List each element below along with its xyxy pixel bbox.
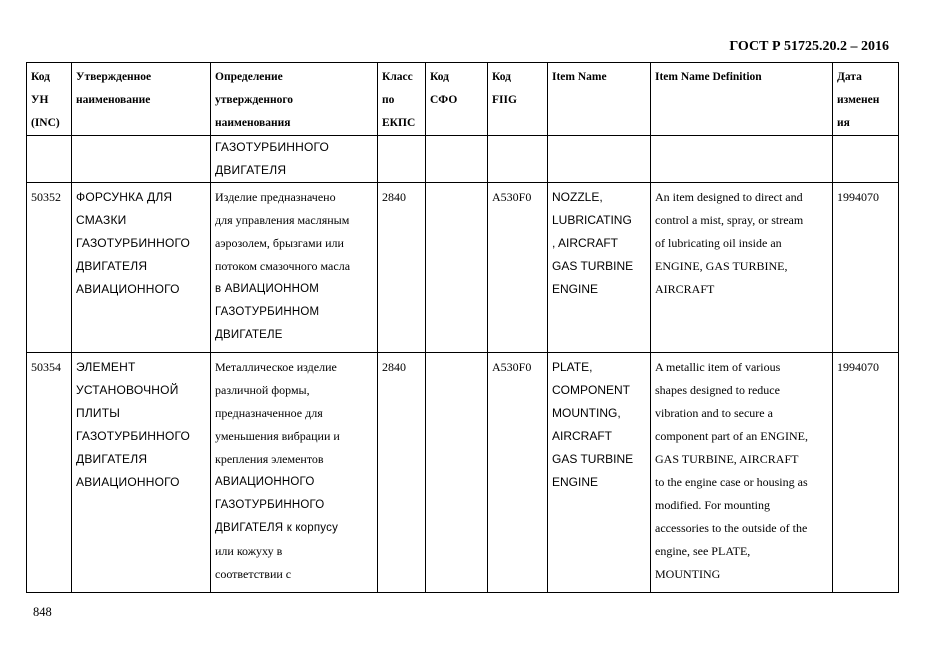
header-line: утвержденного xyxy=(215,94,294,106)
text-line: shapes designed to reduce xyxy=(655,383,780,397)
cell-date: 1994070 xyxy=(833,183,899,353)
text-line: PLATE, xyxy=(552,360,593,374)
text-line: потоком смазочного масла xyxy=(215,259,351,273)
text-line: АВИАЦИОННОГО xyxy=(215,476,315,488)
header-line: Класс xyxy=(382,71,413,83)
cell-name xyxy=(72,183,211,353)
header-line: (INC) xyxy=(31,117,60,129)
text-line: , AIRCRAFT xyxy=(552,236,619,250)
cell-definition xyxy=(211,183,378,353)
cell-date xyxy=(833,136,899,183)
text-line: An item designed to direct and xyxy=(655,190,803,204)
text-line: в АВИАЦИОННОМ xyxy=(215,283,320,295)
header-line: ЕКПС xyxy=(382,117,416,129)
text-line: ДВИГАТЕЛЯ xyxy=(76,452,148,466)
text-line: уменьшения вибрации и xyxy=(215,429,340,443)
header-line: УН xyxy=(31,94,49,106)
header-class xyxy=(378,63,426,136)
header-line: Item Name Definition xyxy=(655,71,762,83)
text-line: ДВИГАТЕЛЯ xyxy=(215,163,287,177)
header-line: Код xyxy=(492,71,512,83)
text-line: Изделие предназначено xyxy=(215,190,336,204)
text-line: ФОРСУНКА ДЛЯ xyxy=(76,190,173,204)
text-line: NOZZLE, xyxy=(552,190,603,204)
table-row xyxy=(27,353,899,593)
text-line: to the engine case or housing as xyxy=(655,475,808,489)
cell-fiig: A530F0 xyxy=(488,353,548,593)
cell-class: 2840 xyxy=(378,353,426,593)
header-line: Дата xyxy=(837,71,862,83)
text-line: accessories to the outside of the xyxy=(655,521,808,535)
table-row-continuation xyxy=(27,136,899,183)
header-line: ия xyxy=(837,117,850,129)
text-line: GAS TURBINE xyxy=(552,259,634,273)
text-line: ГАЗОТУРБИННОМ xyxy=(215,306,320,318)
header-line: СФО xyxy=(430,94,458,106)
text-line: ГАЗОТУРБИННОГО xyxy=(215,140,330,154)
document-code: ГОСТ Р 51725.20.2 – 2016 xyxy=(729,39,889,54)
text-line: ENGINE, GAS TURBINE, xyxy=(655,259,788,273)
text-line: control a mist, spray, or stream xyxy=(655,213,804,227)
text-line: GAS TURBINE, AIRCRAFT xyxy=(655,452,799,466)
header-line: наименования xyxy=(215,117,291,129)
text-line: для управления масляным xyxy=(215,213,350,227)
text-line: LUBRICATING xyxy=(552,213,632,227)
catalog-table xyxy=(26,62,899,593)
text-line: ГАЗОТУРБИННОГО xyxy=(215,499,325,511)
cell-class: 2840 xyxy=(378,183,426,353)
cell-sfo xyxy=(426,136,488,183)
text-line: ЭЛЕМЕНТ xyxy=(76,360,136,374)
text-line: A metallic item of various xyxy=(655,360,781,374)
text-line: соответствии с xyxy=(215,567,292,581)
text-line: ГАЗОТУРБИННОГО xyxy=(76,236,191,250)
cell-inc: 50354 xyxy=(27,353,72,593)
text-line: ENGINE xyxy=(552,475,599,489)
header-line: изменен xyxy=(837,94,880,106)
text-line: ДВИГАТЕЛЯ к корпусу xyxy=(215,522,339,534)
text-line: АВИАЦИОННОГО xyxy=(76,282,180,296)
cell-class xyxy=(378,136,426,183)
text-line: аэрозолем, брызгами или xyxy=(215,236,344,250)
text-line: АВИАЦИОННОГО xyxy=(76,475,180,489)
header-line: FIIG xyxy=(492,94,517,106)
cell-item-name xyxy=(548,353,651,593)
text-line: component part of an ENGINE, xyxy=(655,429,808,443)
table-row xyxy=(27,183,899,353)
text-line: СМАЗКИ xyxy=(76,213,127,227)
header-line: Утвержденное xyxy=(76,71,152,83)
text-line: MOUNTING, xyxy=(552,406,621,420)
cell-item-definition xyxy=(651,136,833,183)
text-line: различной формы, xyxy=(215,383,310,397)
text-line: GAS TURBINE xyxy=(552,452,634,466)
header-line: Код xyxy=(31,71,51,83)
text-line: ДВИГАТЕЛЯ xyxy=(76,259,148,273)
page-number: 848 xyxy=(33,605,52,619)
cell-item-definition xyxy=(651,353,833,593)
cell-item-definition xyxy=(651,183,833,353)
text-line: AIRCRAFT xyxy=(655,282,715,296)
text-line: УСТАНОВОЧНОЙ xyxy=(76,383,179,397)
header-line: по xyxy=(382,94,395,106)
text-line: ENGINE xyxy=(552,282,599,296)
header-line: Определение xyxy=(215,71,283,83)
cell-fiig: A530F0 xyxy=(488,183,548,353)
cell-date: 1994070 xyxy=(833,353,899,593)
text-line: modified. For mounting xyxy=(655,498,770,512)
header-fiig xyxy=(488,63,548,136)
text-line: ДВИГАТЕЛЕ xyxy=(215,329,283,341)
cell-sfo xyxy=(426,183,488,353)
table-header-row xyxy=(27,63,899,136)
text-line: или кожуху в xyxy=(215,544,283,558)
cell-sfo xyxy=(426,353,488,593)
text-line: of lubricating oil inside an xyxy=(655,236,782,250)
text-line: Металлическое изделие xyxy=(215,360,337,374)
cell-name xyxy=(72,353,211,593)
text-line: ГАЗОТУРБИННОГО xyxy=(76,429,191,443)
header-approved-name xyxy=(72,63,211,136)
cell-fiig xyxy=(488,136,548,183)
cell-definition xyxy=(211,353,378,593)
cell-name xyxy=(72,136,211,183)
header-inc xyxy=(27,63,72,136)
cell-inc: 50352 xyxy=(27,183,72,353)
text-line: MOUNTING xyxy=(655,567,721,581)
header-sfo xyxy=(426,63,488,136)
text-line: предназначенное для xyxy=(215,406,323,420)
header-definition xyxy=(211,63,378,136)
text-line: крепления элементов xyxy=(215,452,324,466)
cell-definition xyxy=(211,136,378,183)
header-item-name-definition xyxy=(651,63,833,136)
cell-inc xyxy=(27,136,72,183)
text-line: vibration and to secure a xyxy=(655,406,773,420)
header-line: наименование xyxy=(76,94,151,106)
text-line: ПЛИТЫ xyxy=(76,406,121,420)
text-line: AIRCRAFT xyxy=(552,429,612,443)
text-line: COMPONENT xyxy=(552,383,630,397)
header-date xyxy=(833,63,899,136)
text-line: engine, see PLATE, xyxy=(655,544,751,558)
cell-item-name xyxy=(548,136,651,183)
header-line: Код xyxy=(430,71,450,83)
header-line: Item Name xyxy=(552,71,607,83)
cell-item-name xyxy=(548,183,651,353)
header-item-name xyxy=(548,63,651,136)
